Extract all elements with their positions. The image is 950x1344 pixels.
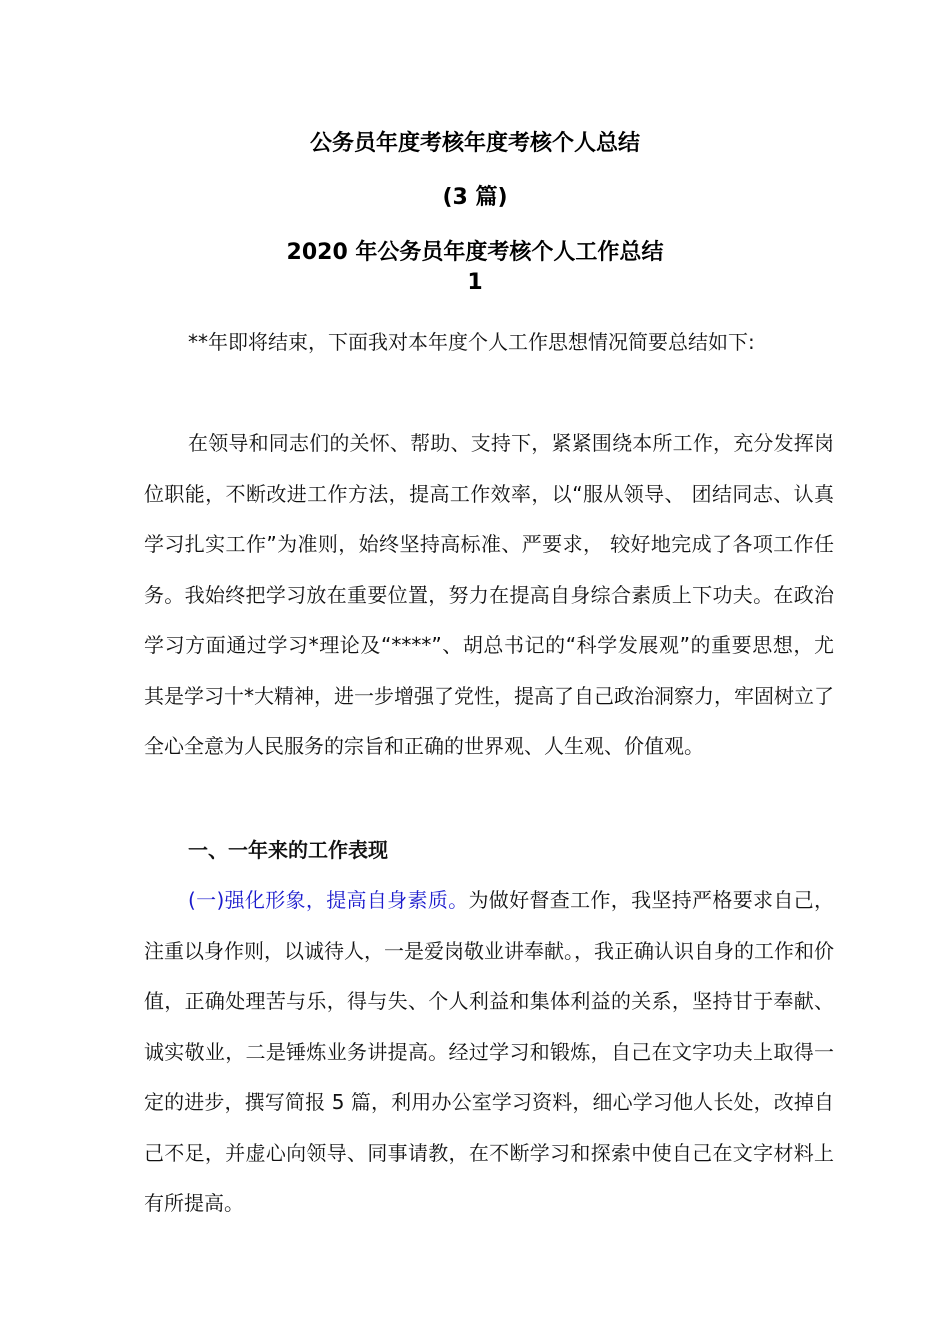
section-title: 2020 年公务员年度考核个人工作总结 xyxy=(286,240,664,265)
paragraph-intro: **年即将结束，下面我对本年度个人工作思想情况简要总结如下: xyxy=(188,330,755,354)
section-heading: 一、一年来的工作表现 xyxy=(188,838,388,862)
sub-heading: (一)强化形象，提高自身素质。 xyxy=(188,888,469,912)
section-title-number: 1 xyxy=(467,270,483,295)
paragraph-work-performance xyxy=(144,875,834,1229)
paragraph-summary: 在领导和同志们的关怀、帮助、支持下，紧紧围绕本所工作，充分发挥岗位职能，不断改进工作方法，提高工作效率，以“服从领导、 团结同志、认真学习扎实工作”为准则，始终坚持高标准、严要求， 较好地完成了各项工作任务。我始终把学习放在重要位置，努力在提高自身综合素质上下功夫。在政治学习方面通过学习*理论及“****”、胡总书记的“科学发展观”的重要思想，尤其是学习十*大精神，进一步增强了党性，提高了自己政治洞察力，牢固树立了全心全意为人民服务的宗旨和正确的世界观、人生观、价值观。 xyxy=(144,431,834,758)
paragraph-body: 为做好督查工作，我坚持严格要求自己，注重以身作则，以诚待人，一是爱岗敬业讲奉献。，我正确认识自身的工作和价值，正确处理苦与乐，得与失、个人利益和集体利益的关系，坚持甘于奉献、诚实敬业，二是锤炼业务讲提高。经过学习和锻炼，自己在文字功夫上取得一定的进步，撰写简报 5 篇，利用办公室学习资料，细心学习他人长处，改掉自己不足，并虚心向领导、同事请教，在不断学习和探索中使自己在文字材料上有所提高。 xyxy=(144,888,835,1215)
document-title-count: (3 篇) xyxy=(442,185,508,210)
document-title: 公务员年度考核年度考核个人总结 xyxy=(309,131,640,156)
